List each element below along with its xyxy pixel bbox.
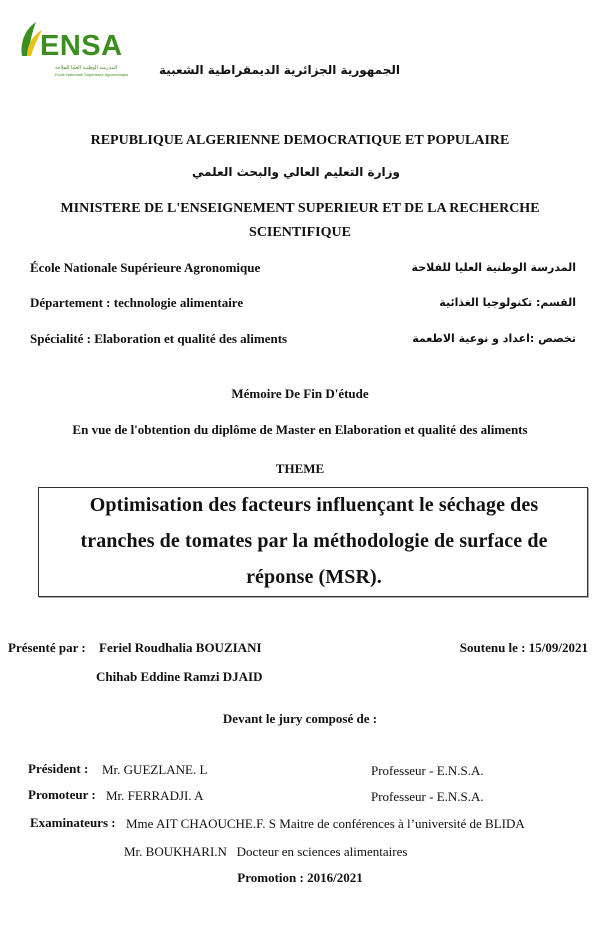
theme-title-line-2: tranches de tomates par la méthodologie de surface de [80,530,548,552]
specialty: Spécialité : Elaboration et qualité des aliments [30,331,288,346]
defense-date: Soutenu le : 15/09/2021 [459,640,588,655]
theme-title-line-3: réponse (MSR). [246,566,382,588]
ensa-logo [18,20,130,82]
theme-title-line-1: Optimisation des facteurs influençant le séchage des [89,494,539,516]
theme-label: THEME [275,461,325,476]
ministry-line-1: MINISTERE DE L'ENSEIGNEMENT SUPERIEUR ET DE LA RECHERCHE [60,201,540,216]
logo-wordmark: ENSA [40,30,123,62]
president-name: Mr. GUEZLANE. L [102,762,208,777]
ministry-line-2: SCIENTIFIQUE [249,225,351,240]
republic-title: REPUBLIQUE ALGERIENNE DEMOCRATIQUE ET POPULAIRE [90,133,510,148]
promoteur-name: Mr. FERRADJI. A [106,788,204,803]
logo-french-subtitle: Ecole Nationale Supérieure Agronomique [55,72,129,77]
jury-heading: Devant le jury composé de : [222,711,378,726]
memoir-type: Mémoire De Fin D'étude [231,386,369,401]
theme-title-box [38,487,588,597]
school-name: École Nationale Supérieure Agronomique [30,260,261,275]
department-arabic: القسم: تكنولوجيا الغذائية [439,296,576,309]
president-label: Président : [28,761,89,776]
arabic-ministry: وزارة التعليم العالي والبحث العلمي [191,165,400,179]
logo-arabic-subtitle: المدرسة الوطنية العليا للفلاحة [55,65,118,71]
department: Département : technologie alimentaire [30,295,244,310]
presented-by-label: Présenté par : [8,640,86,655]
promotion: Promotion : 2016/2021 [237,870,363,885]
arabic-republic: الجمهورية الجزائرية الديمقراطية الشعبية [158,63,400,77]
memoir-purpose: En vue de l'obtention du diplôme de Master en Elaboration et qualité des aliments [72,422,528,437]
author-1: Feriel Roudhalia BOUZIANI [99,640,262,655]
president-title: Professeur - E.N.S.A. [371,763,484,778]
author-2: Chihab Eddine Ramzi DJAID [96,669,263,684]
promoteur-label: Promoteur : [28,787,96,802]
examinateur-2: Mr. BOUKHARI.N Docteur en sciences alimentaires [124,844,408,859]
examinateurs-label: Examinateurs : [30,815,116,830]
promoteur-title: Professeur - E.N.S.A. [371,789,484,804]
specialty-arabic: تخصص :اعداد و نوعية الاطعمة [412,332,576,345]
examinateur-1: Mme AIT CHAOUCHE.F. S Maitre de conférences à l’université de BLIDA [126,816,525,831]
school-name-arabic: المدرسة الوطنية العليا للفلاحة [411,261,576,274]
